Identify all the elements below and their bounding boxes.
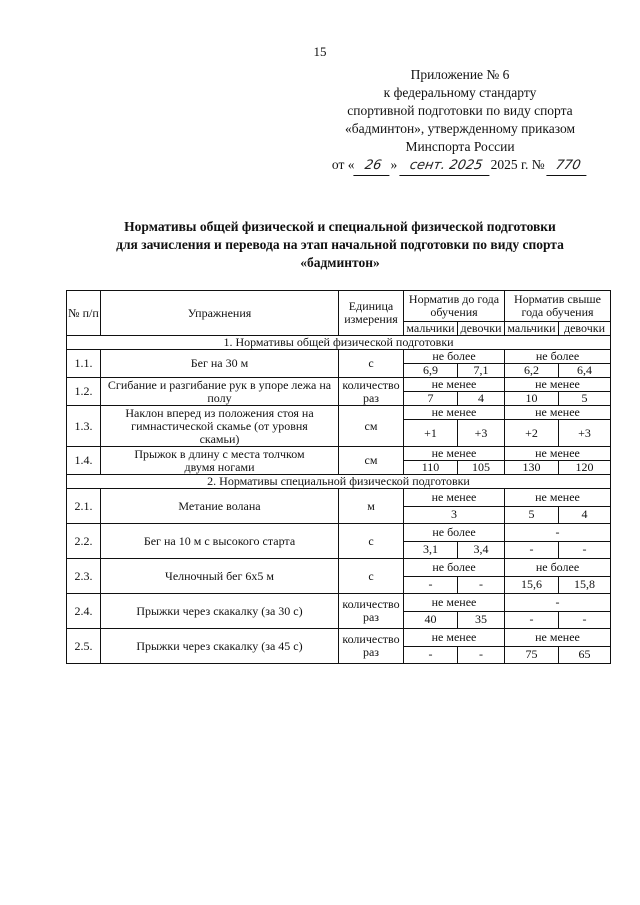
- row-cond-1: не менее: [404, 629, 505, 647]
- standards-table: [66, 290, 611, 664]
- row-num: 2.3.: [67, 559, 101, 594]
- value-girls-1: -: [458, 646, 505, 664]
- row-unit: с: [339, 524, 404, 559]
- order-number: 770: [546, 157, 589, 176]
- row-cond-2: не более: [505, 559, 611, 577]
- value-boys-1: 7: [404, 392, 458, 406]
- header-norm-1: Норматив до года обучения: [404, 291, 505, 322]
- header-boys-2: мальчики: [505, 322, 559, 336]
- appendix-date-line: [310, 156, 610, 176]
- row-exercise: Прыжок в длину с места толчком двумя ногами: [101, 447, 339, 475]
- value-girls-2: +3: [559, 420, 611, 447]
- row-exercise: Сгибание и разгибание рук в упоре лежа на полу: [101, 378, 339, 406]
- date-mid: »: [390, 157, 398, 172]
- title-line-2: для зачисления и перевода на этап начальной подготовки по виду спорта: [116, 237, 564, 252]
- header-exercise: Упражнения: [101, 291, 339, 336]
- value-girls-2: 5: [559, 392, 611, 406]
- row-cond-1: не более: [404, 559, 505, 577]
- value-boys-1: 3,1: [404, 541, 458, 559]
- row-cond-2: не более: [505, 350, 611, 364]
- value-girls-2: 15,8: [559, 576, 611, 594]
- row-num: 1.3.: [67, 406, 101, 447]
- header-girls-1: девочки: [458, 322, 505, 336]
- row-num: 2.2.: [67, 524, 101, 559]
- date-suffix: 2025 г. №: [490, 157, 545, 172]
- value-boys-1: -: [404, 646, 458, 664]
- value-girls-2: 6,4: [559, 364, 611, 378]
- row-cond-1: не более: [404, 350, 505, 364]
- value-boys-1: -: [404, 576, 458, 594]
- appendix-line-1: Приложение № 6: [410, 67, 510, 82]
- header-unit: Единица измерения: [339, 291, 404, 336]
- value-boys-2: 15,6: [505, 576, 559, 594]
- row-cond-1: не менее: [404, 489, 505, 507]
- value-girls-1: 7,1: [458, 364, 505, 378]
- header-norm-2: Норматив свыше года обучения: [505, 291, 611, 322]
- appendix-line-2: к федеральному стандарту: [383, 85, 537, 100]
- section-title-1: 1. Нормативы общей физической подготовки: [67, 336, 611, 350]
- row-num: 2.4.: [67, 594, 101, 629]
- row-unit: количество раз: [339, 594, 404, 629]
- row-cond-2: не менее: [505, 489, 611, 507]
- row-cond-2: не менее: [505, 447, 611, 461]
- row-num: 1.2.: [67, 378, 101, 406]
- value-girls-1: 3,4: [458, 541, 505, 559]
- row-cond-1: не более: [404, 524, 505, 542]
- title-line-3: «бадминтон»: [300, 255, 380, 270]
- row-exercise: Челночный бег 6х5 м: [101, 559, 339, 594]
- row-unit: с: [339, 350, 404, 378]
- value-boys-2: 75: [505, 646, 559, 664]
- row-exercise: Бег на 10 м с высокого старта: [101, 524, 339, 559]
- row-unit: м: [339, 489, 404, 524]
- page-number: 15: [313, 44, 327, 59]
- section-title-2: 2. Нормативы специальной физической подготовки: [67, 475, 611, 489]
- value-boys-2: 130: [505, 461, 559, 475]
- row-cond-1: не менее: [404, 378, 505, 392]
- row-cond-2: -: [505, 594, 611, 612]
- value-boys-1: 110: [404, 461, 458, 475]
- row-exercise: Метание волана: [101, 489, 339, 524]
- value-girls-1: -: [458, 576, 505, 594]
- row-unit: см: [339, 406, 404, 447]
- row-cond-2: не менее: [505, 406, 611, 420]
- value-girls-1: 105: [458, 461, 505, 475]
- value-girls-2: 120: [559, 461, 611, 475]
- row-unit: с: [339, 559, 404, 594]
- row-cond-1: не менее: [404, 447, 505, 461]
- appendix-header: [310, 66, 610, 176]
- appendix-line-4: «бадминтон», утвержденному приказом: [345, 121, 575, 136]
- value-girls-1: +3: [458, 420, 505, 447]
- header-num: № п/п: [67, 291, 101, 336]
- row-unit: количество раз: [339, 629, 404, 664]
- row-cond-2: -: [505, 524, 611, 542]
- value-boys-1: 6,9: [404, 364, 458, 378]
- value-girls-1: 4: [458, 392, 505, 406]
- row-exercise: Наклон вперед из положения стоя на гимнастической скамье (от уровня скамьи): [101, 406, 339, 447]
- value-boys-2: +2: [505, 420, 559, 447]
- row-cond-2: не менее: [505, 378, 611, 392]
- value-girls-2: 65: [559, 646, 611, 664]
- value-boys-2: -: [505, 611, 559, 629]
- value-boys-1: +1: [404, 420, 458, 447]
- row-num: 2.5.: [67, 629, 101, 664]
- row-exercise: Прыжки через скакалку (за 30 с): [101, 594, 339, 629]
- value-boys-2: -: [505, 541, 559, 559]
- value-boys-2: 6,2: [505, 364, 559, 378]
- date-prefix: от «: [331, 157, 355, 172]
- value-boys-2: 5: [505, 506, 559, 524]
- value-boys-2: 10: [505, 392, 559, 406]
- title-line-1: Нормативы общей физической и специальной физической подготовки: [124, 219, 556, 234]
- row-exercise: Прыжки через скакалку (за 45 с): [101, 629, 339, 664]
- value-girls-2: -: [559, 611, 611, 629]
- date-month: сент. 2025: [399, 157, 492, 176]
- row-cond-1: не менее: [404, 406, 505, 420]
- row-cond-2: не менее: [505, 629, 611, 647]
- value-boys-1: 40: [404, 611, 458, 629]
- appendix-line-3: спортивной подготовки по виду спорта: [347, 103, 573, 118]
- row-unit: см: [339, 447, 404, 475]
- appendix-line-5: Минспорта России: [405, 139, 515, 154]
- row-cond-1: не менее: [404, 594, 505, 612]
- value-both-1: 3: [404, 506, 505, 524]
- value-girls-2: -: [559, 541, 611, 559]
- date-day: 26: [353, 157, 392, 176]
- row-num: 1.4.: [67, 447, 101, 475]
- header-girls-2: девочки: [559, 322, 611, 336]
- row-exercise: Бег на 30 м: [101, 350, 339, 378]
- value-girls-1: 35: [458, 611, 505, 629]
- row-num: 1.1.: [67, 350, 101, 378]
- header-boys-1: мальчики: [404, 322, 458, 336]
- value-girls-2: 4: [559, 506, 611, 524]
- row-unit: количество раз: [339, 378, 404, 406]
- row-num: 2.1.: [67, 489, 101, 524]
- document-title: [70, 218, 610, 272]
